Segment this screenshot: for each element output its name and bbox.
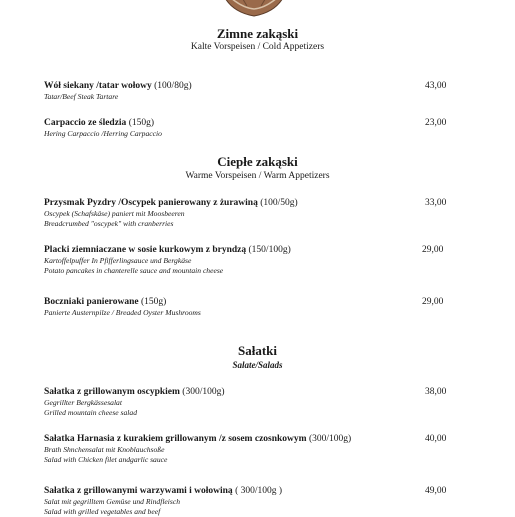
item-portion: (100/50g) — [260, 198, 298, 208]
item-description: Brath Shnchensalat mit Knoblauchsoße — [44, 445, 165, 454]
menu-item — [44, 244, 474, 276]
menu-item — [44, 433, 474, 465]
section-title-salads: Sałatki — [237, 343, 277, 358]
item-name: Sałatka z grillowanym oscypkiem — [44, 387, 180, 397]
item-name: Carpaccio ze śledzia — [44, 118, 127, 128]
item-description: Gegrillter Bergkässesalat — [44, 398, 122, 407]
item-portion: (100/80g) — [154, 81, 192, 91]
section-title-cold-appetizers: Zimne zakąski — [216, 26, 299, 41]
item-description: Salad with Chicken filet andgarlic sauce — [44, 455, 168, 464]
item-description: Tatar/Beef Steak Tartare — [44, 92, 119, 101]
item-portion: (300/100g) — [182, 387, 225, 397]
menu-item — [44, 117, 474, 139]
item-price: 23,00 — [425, 118, 447, 128]
item-description: Kartoffelpuffer In Pfifferlingsauce und Bergkäse — [44, 256, 192, 265]
item-description: Oscypek (Schafskäse) paniert mit Moosbeeren — [44, 209, 185, 218]
item-portion: (150g) — [128, 118, 155, 128]
section-subtitle-salads: Salate/Salads — [232, 360, 283, 370]
section-title-warm-appetizers: Ciepłe zakąski — [217, 154, 298, 169]
item-name: Przysmak Pyzdry /Oscypek panierowany z żurawiną — [44, 198, 258, 208]
menu-item — [44, 485, 474, 517]
section-subtitle-warm-appetizers: Warme Vorspeisen / Warm Appetizers — [185, 171, 330, 181]
restaurant-logo-illustration — [221, 0, 287, 20]
item-description: Breadcrumbed "oscypek" with cranberries — [44, 219, 174, 228]
item-description: Potato pancakes in chanterelle sauce and mountain cheese — [44, 266, 224, 275]
item-price: 38,00 — [425, 387, 447, 397]
item-price: 40,00 — [425, 434, 447, 444]
item-description: Hering Carpaccio /Herring Carpaccio — [44, 129, 162, 138]
item-portion: (150/100g) — [248, 245, 291, 255]
item-description: Salat mit gegrilltem Gemüse und Rindfleisch — [44, 497, 181, 506]
menu-item — [44, 80, 474, 102]
item-price: 49,00 — [425, 486, 447, 496]
item-price: 33,00 — [425, 198, 447, 208]
menu-item — [44, 197, 474, 229]
menu-item — [44, 296, 474, 318]
item-price: 29,00 — [422, 245, 444, 255]
menu-item — [44, 386, 474, 418]
item-name: Sałatka z grillowanymi warzywami i wołowiną — [44, 486, 233, 496]
item-name: Wół siekany /tatar wołowy — [44, 81, 152, 91]
item-description: Salad with grilled vegetables and beef — [44, 507, 161, 516]
item-portion: ( 300/100g ) — [235, 486, 283, 496]
section-subtitle-cold-appetizers: Kalte Vorspeisen / Cold Appetizers — [190, 42, 325, 52]
item-name: Placki ziemniaczane w sosie kurkowym z bryndzą — [44, 245, 247, 255]
item-description: Grilled mountain cheese salad — [44, 408, 138, 417]
item-portion: (300/100g) — [308, 434, 352, 444]
item-description: Panierte Austernpilze / Breaded Oyster Mushrooms — [44, 308, 201, 317]
item-name: Boczniaki panierowane — [44, 297, 139, 307]
item-name: Sałatka Harnasia z kurakiem grillowanym /z sosem czosnkowym — [44, 434, 307, 444]
item-portion: (150g) — [140, 297, 167, 307]
item-price: 43,00 — [425, 81, 447, 91]
item-price: 29,00 — [422, 297, 444, 307]
